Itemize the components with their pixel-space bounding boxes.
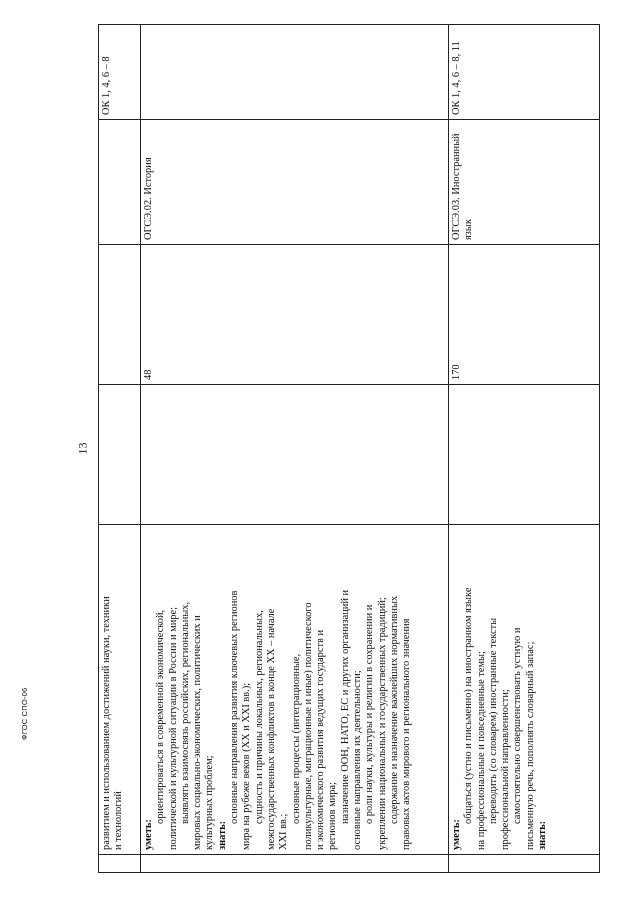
requirement-line: сущность и причины локальных, региональных, bbox=[253, 610, 265, 824]
requirement-line: культурных проблем; bbox=[204, 755, 216, 850]
competencies-cell: ОК 1, 4, 6 – 8, 11 bbox=[449, 25, 600, 120]
hours-cell bbox=[99, 385, 141, 525]
requirements-cell bbox=[141, 525, 449, 855]
discipline-cell: ОГСЭ.03. Иностранный язык bbox=[449, 120, 600, 245]
row-index-cell bbox=[141, 855, 449, 873]
hours-cell: 48 bbox=[141, 245, 449, 385]
requirement-line: и экономического развития ведущих государств и bbox=[315, 629, 327, 850]
requirement-line: и технологий bbox=[113, 791, 125, 850]
requirement-line: уметь: bbox=[143, 819, 154, 850]
table-row bbox=[99, 25, 141, 873]
requirement-line: профессиональной направленности; bbox=[500, 689, 512, 850]
table-row bbox=[141, 25, 449, 873]
requirement-line: ориентироваться в современной экономической, bbox=[155, 609, 167, 824]
requirement-line: основные направления развития ключевых регионов bbox=[229, 590, 241, 824]
requirement-line: мира на рубеже веков (XX и XXI вв.); bbox=[241, 682, 253, 850]
hours-cell bbox=[449, 385, 600, 525]
competencies-cell bbox=[141, 25, 449, 120]
row-index-cell bbox=[99, 855, 141, 873]
requirement-line: самостоятельно совершенствовать устную и bbox=[512, 627, 524, 824]
requirement-line: знать: bbox=[537, 820, 549, 850]
requirement-line: межгосударственных конфликтов в конце XX – начале bbox=[265, 608, 277, 850]
competencies-cell: ОК 1, 4, 6 – 8 bbox=[99, 25, 141, 120]
requirements-cell bbox=[449, 525, 600, 855]
requirement-line: основные процессы (интеграционные, bbox=[290, 653, 302, 824]
hours-cell bbox=[99, 245, 141, 385]
requirement-line: мировых социально-экономических, политических и bbox=[192, 615, 204, 850]
requirement-line: содержание и назначение важнейших нормативных bbox=[388, 595, 400, 824]
hours-cell bbox=[141, 385, 449, 525]
requirement-line: на профессиональные и повседневные темы; bbox=[475, 651, 487, 850]
requirements-cell bbox=[99, 525, 141, 855]
requirement-line: правовых актов мирового и регионального значения bbox=[401, 618, 413, 850]
row-index-cell bbox=[449, 855, 600, 873]
requirement-line: укреплении национальных и государственных традиций; bbox=[376, 597, 388, 850]
hours-cell: 170 bbox=[449, 245, 600, 385]
requirement-line: письменную речь, пополнять словарный запас; bbox=[524, 641, 536, 850]
requirement-line: поликультурные, миграционные и иные) политического bbox=[302, 602, 314, 850]
discipline-cell: ОГСЭ.02. История bbox=[141, 120, 449, 245]
requirement-line: переводить (со словарем) иностранные тексты bbox=[487, 617, 499, 824]
requirement-line: уметь: bbox=[451, 819, 462, 850]
requirement-line: основные направления их деятельности; bbox=[352, 670, 364, 850]
requirement-line: общаться (устно и письменно) на иностранном языке bbox=[463, 587, 475, 824]
requirement-line: выявлять взаимосвязь российских, региональных, bbox=[179, 601, 191, 824]
footer-code: ФГОС СПО-06 bbox=[20, 687, 29, 740]
requirement-line: о роли науки, культуры и религии в сохранении и bbox=[364, 604, 376, 824]
curriculum-table bbox=[98, 24, 600, 873]
requirement-line: XXI вв.; bbox=[278, 813, 290, 850]
requirement-line: развитием и использованием достижений науки, техники bbox=[101, 596, 112, 850]
page-number: 13 bbox=[75, 442, 90, 455]
requirement-line: назначение ООН, НАТО, ЕС и других организаций и bbox=[339, 589, 351, 824]
table-rotator bbox=[98, 25, 600, 873]
requirement-line: знать: bbox=[216, 820, 228, 850]
table-row bbox=[449, 25, 600, 873]
discipline-cell bbox=[99, 120, 141, 245]
requirement-line: политической и культурной ситуации в России и мире; bbox=[167, 606, 179, 850]
requirement-line: регионов мира; bbox=[327, 782, 339, 850]
